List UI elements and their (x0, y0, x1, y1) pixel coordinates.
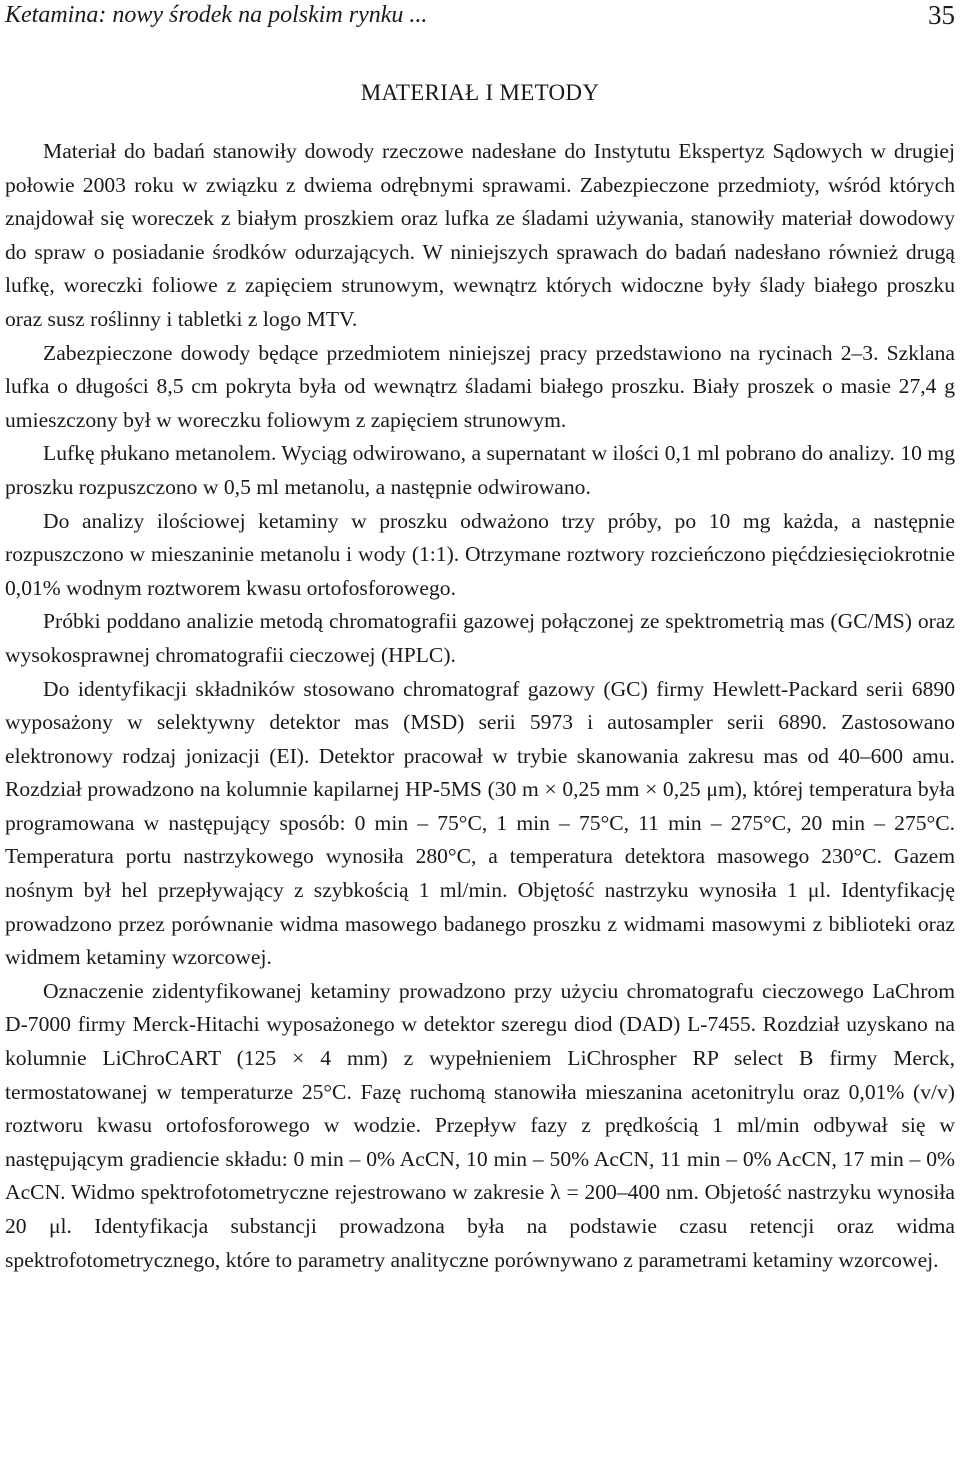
paragraph-1: Materiał do badań stanowiły dowody rzeczowe nadesłane do Instytutu Ekspertyz Sądowych w drugiej połowie 2003 roku w związku z dwiema odrębnymi sprawami. Zabezpieczone przedmioty, wśród których znajdował się woreczek z białym proszkiem oraz lufka ze śladami używania, stanowiły materiał dowodowy do spraw o posiadanie środków odurzających. W niniejszych sprawach do badań nadesłano również drugą lufkę, woreczki foliowe z zapięciem strunowym, wewnątrz których widoczne były ślady białego proszku oraz susz roślinny i tabletki z logo MTV. (5, 139, 955, 331)
paragraph-2: Zabezpieczone dowody będące przedmiotem niniejszej pracy przedstawiono na rycinach 2–3. Szklana lufka o długości 8,5 cm pokryta była od wewnątrz śladami białego proszku. Biały proszek o masie 27,4 g umieszczony był w woreczku foliowym z zapięciem strunowym. (5, 340, 955, 432)
paragraph-3: Lufkę płukano metanolem. Wyciąg odwirowano, a supernatant w ilości 0,1 ml pobrano do analizy. 10 mg proszku rozpuszczono w 0,5 ml metanolu, a następnie odwirowano. (5, 441, 955, 499)
document-page (5, 0, 955, 1277)
paragraph-5: Próbki poddano analizie metodą chromatografii gazowej połączonej ze spektrometrią mas (GC/MS) oraz wysokosprawnej chromatografii cieczowej (HPLC). (5, 609, 955, 667)
body-text (5, 135, 955, 1277)
running-header (5, 0, 955, 28)
section-heading: MATERIAŁ I METODY (360, 80, 600, 105)
paragraph-6: Do identyfikacji składników stosowano chromatograf gazowy (GC) firmy Hewlett-Packard serii 6890 wyposażony w selektywny detektor mas (MSD) serii 5973 i autosampler serii 6890. Zastosowano elektronowy rodzaj jonizacji (EI). Detektor pracował w trybie skanowania zakresu mas od 40–600 amu. Rozdział prowadzono na kolumnie kapilarnej HP-5MS (30 m × 0,25 mm × 0,25 μm), której temperatura była programowana w następujący sposób: 0 min – 75°C, 1 min – 75°C, 11 min – 275°C, 20 min – 275°C. Temperatura portu nastrzykowego wynosiła 280°C, a temperatura detektora masowego 230°C. Gazem nośnym był hel przepływający z szybkością 1 ml/min. Objętość nastrzyku wynosiła 1 μl. Identyfikację prowadzono przez porównanie widma masowego badanego proszku z widmami masowymi z biblioteki oraz widmem ketaminy wzorcowej. (5, 676, 955, 970)
paragraph-4: Do analizy ilościowej ketaminy w proszku odważono trzy próby, po 10 mg każda, a następnie rozpuszczono w mieszaninie metanolu i wody (1:1). Otrzymane roztwory rozcieńczono pięćdziesięciokrotnie 0,01% wodnym roztworem kwasu ortofosforowego. (5, 508, 955, 600)
running-title: Ketamina: nowy środek na polskim rynku ... (5, 2, 428, 28)
paragraph-7: Oznaczenie zidentyfikowanej ketaminy prowadzono przy użyciu chromatografu cieczowego LaChrom D-7000 firmy Merck-Hitachi wyposażonego w detektor szeregu diod (DAD) L-7455. Rozdział uzyskano na kolumnie LiChroCART (125 × 4 mm) z wypełnieniem LiChrospher RP select B firmy Merck, termostatowanej w temperaturze 25°C. Fazę ruchomą stanowiła mieszanina acetonitrylu oraz 0,01% (v/v) roztworu kwasu ortofosforowego w wodzie. Przepływ fazy z prędkością 1 ml/min odbywał się w następującym gradiencie składu: 0 min – 0% AcCN, 10 min – 50% AcCN, 11 min – 0% AcCN, 17 min – 0% AcCN. Widmo spektrofotometryczne rejestrowano w zakresie λ = 200–400 nm. Objetość nastrzyku wynosiła 20 μl. Identyfikacja substancji prowadzona była na podstawie czasu retencji oraz widma spektrofotometrycznego, które to parametry analityczne porównywano z parametrami ketaminy wzorcowej. (5, 978, 955, 1272)
page-number: 35 (928, 0, 955, 30)
